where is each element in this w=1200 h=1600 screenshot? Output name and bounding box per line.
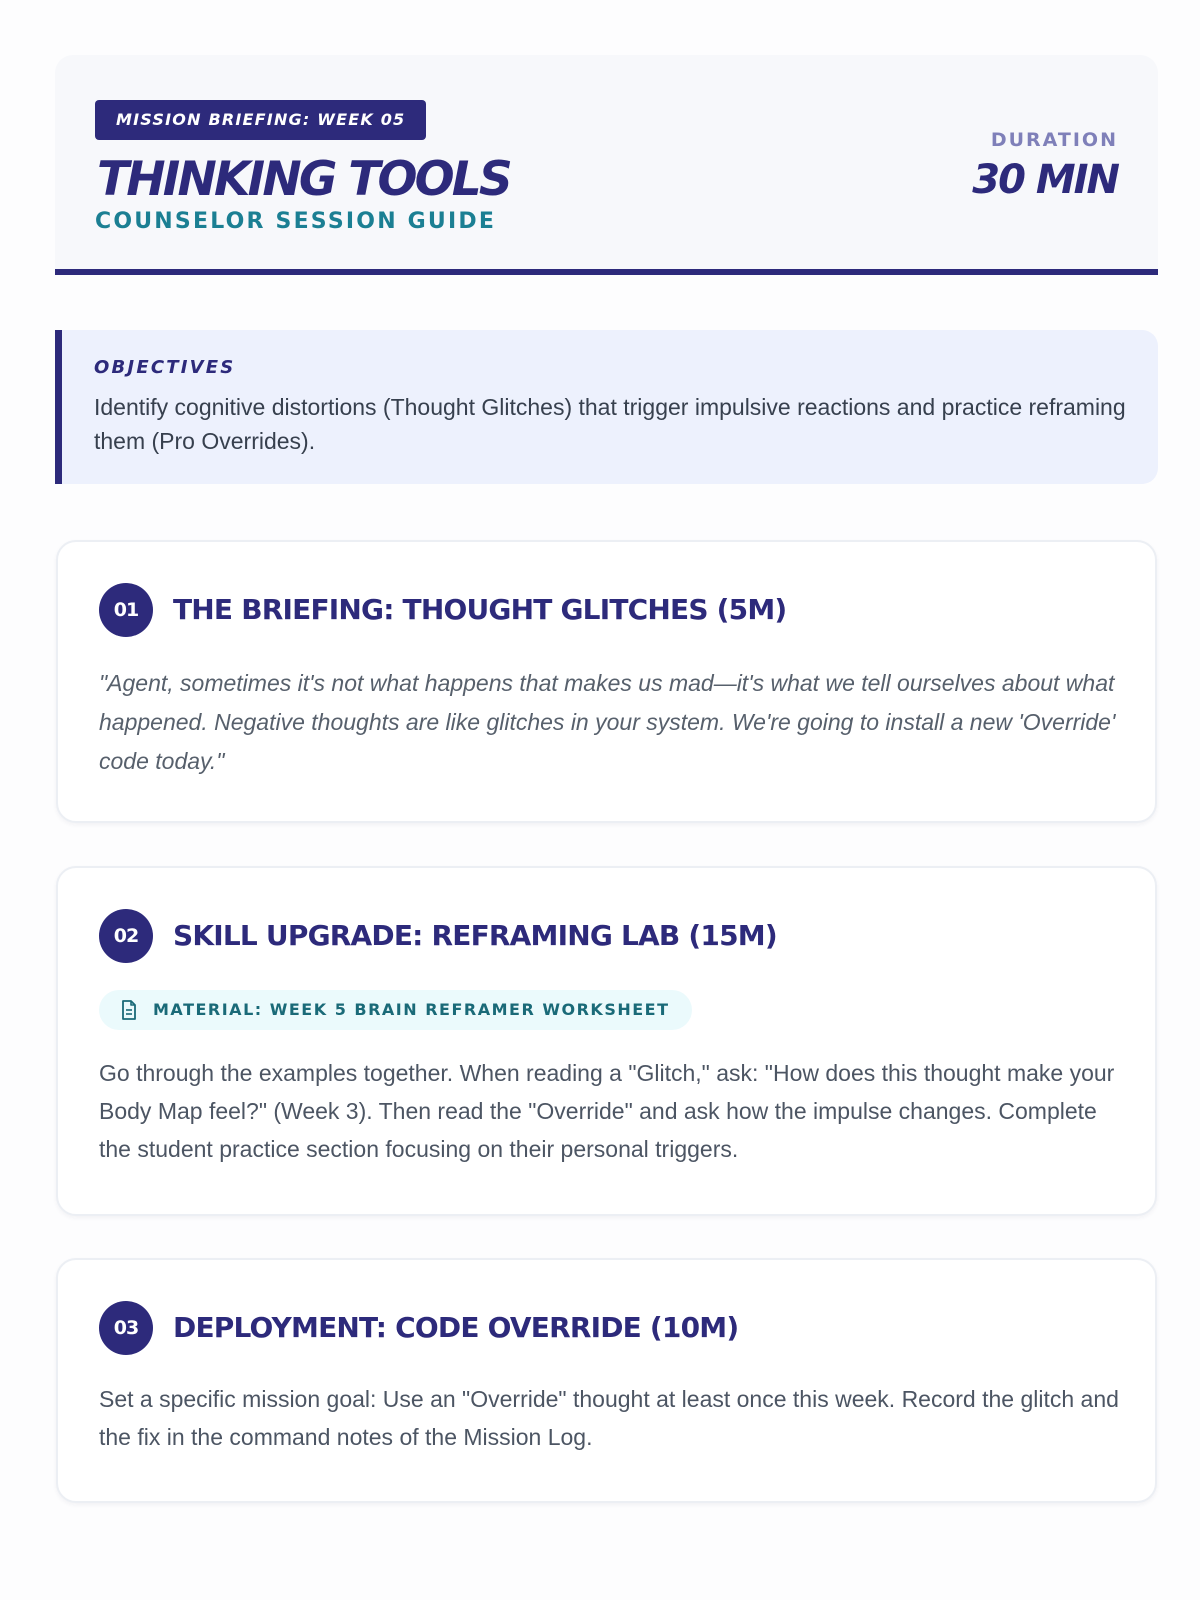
page-subtitle: COUNSELOR SESSION GUIDE (95, 209, 497, 234)
mission-tag: MISSION BRIEFING: WEEK 05 (95, 100, 426, 140)
session-header (55, 55, 1158, 275)
step-card-briefing (56, 540, 1157, 823)
objectives-title: OBJECTIVES (94, 357, 236, 378)
objectives-panel (55, 330, 1158, 484)
step-card-deployment (56, 1258, 1157, 1503)
duration-value: 30 MIN (972, 157, 1118, 203)
document-icon (121, 1000, 137, 1020)
step-title: SKILL UPGRADE: REFRAMING LAB (15M) (173, 919, 777, 952)
step-number-badge: 01 (99, 583, 153, 637)
step-number-badge: 03 (99, 1301, 153, 1355)
objectives-text: Identify cognitive distortions (Thought Glitches) that trigger impulsive reactions and practice reframing them (Pro Overrides). (94, 394, 1126, 454)
page-title: THINKING TOOLS (97, 152, 510, 207)
step-instructions: Go through the examples together. When reading a "Glitch," ask: "How does this thought make your Body Map feel?" (Week 3). Then read the "Override" and ask how the impulse changes. Complete the student practice section focusing on their personal triggers. (99, 1060, 1115, 1162)
material-label: MATERIAL: WEEK 5 BRAIN REFRAMER WORKSHEET (153, 1000, 670, 1019)
step-card-skill-upgrade (56, 866, 1157, 1216)
step-title: DEPLOYMENT: CODE OVERRIDE (10M) (173, 1311, 739, 1344)
duration-label: DURATION (990, 129, 1118, 151)
step-title: THE BRIEFING: THOUGHT GLITCHES (5M) (173, 593, 787, 626)
step-number-badge: 02 (99, 909, 153, 963)
material-chip (99, 990, 692, 1030)
step-instructions: Set a specific mission goal: Use an "Override" thought at least once this week. Record the glitch and the fix in the command notes of the Mission Log. (99, 1386, 1119, 1450)
counselor-script-quote: "Agent, sometimes it's not what happens that makes us mad—it's what we tell ourselves about what happened. Negative thoughts are like glitches in your system. We're going to install a new 'Override' code today." (99, 670, 1116, 774)
